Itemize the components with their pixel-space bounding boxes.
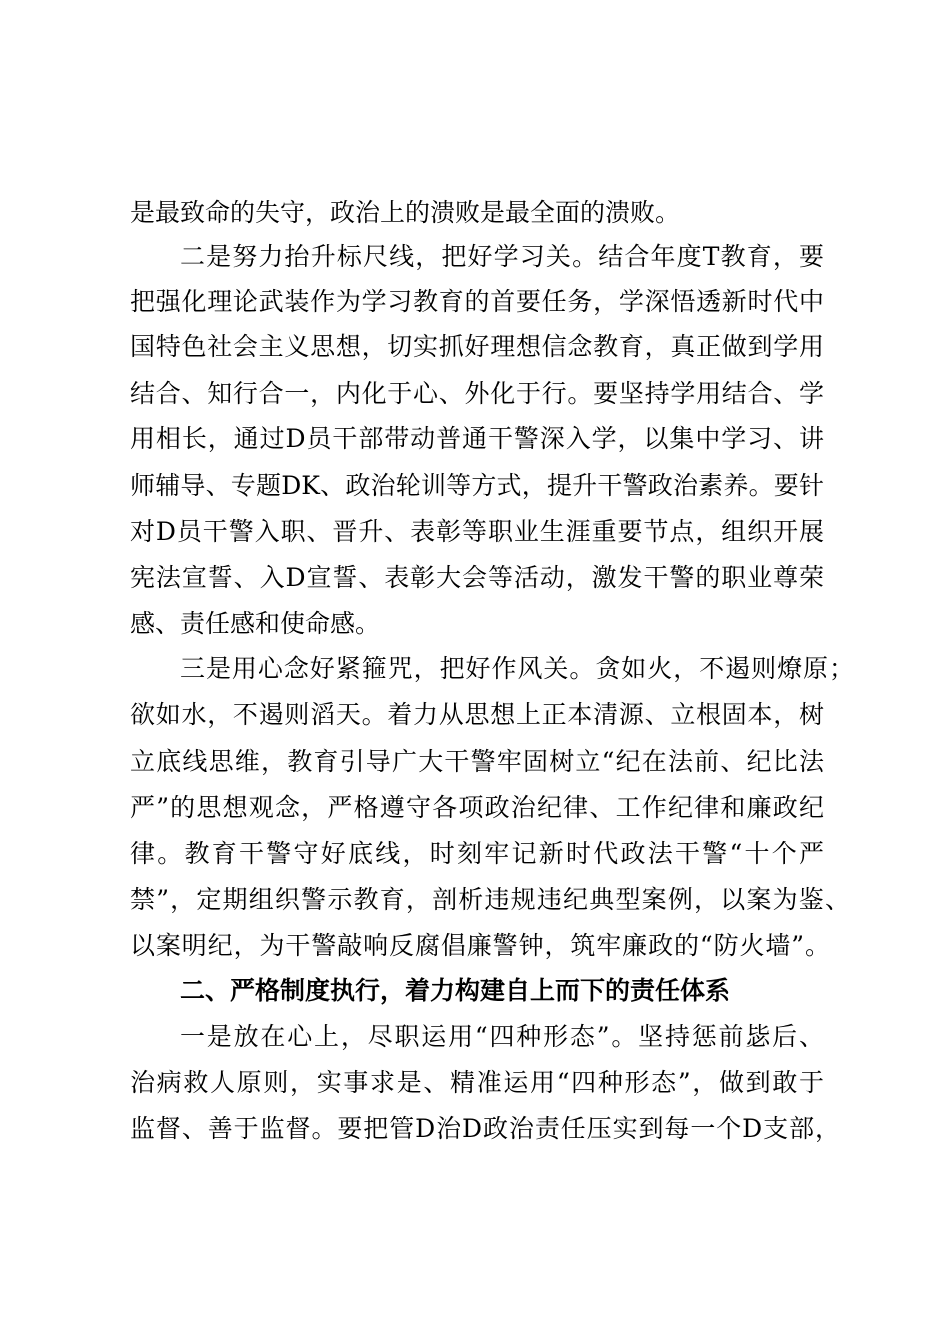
paragraph-first-line: 二是努力抬升标尺线，把好学习关。结合年度T教育，要 bbox=[180, 242, 824, 271]
text-line: 禁”，定期组织警示教育，剖析违规违纪典型案例，以案为鉴、 bbox=[130, 885, 850, 914]
text-line: 欲如水，不遏则滔天。着力从思想上正本清源、立根固本，树 bbox=[130, 700, 824, 729]
text-line: 立底线思维，教育引导广大干警牢固树立“纪在法前、纪比法 bbox=[130, 747, 824, 776]
text-line: 严”的思想观念，严格遵守各项政治纪律、工作纪律和廉政纪 bbox=[130, 793, 824, 822]
text-line: 结合、知行合一，内化于心、外化于行。要坚持学用结合、学 bbox=[130, 379, 824, 408]
text-line: 把强化理论武装作为学习教育的首要任务，学深悟透新时代中 bbox=[130, 287, 824, 316]
section-heading: 二、严格制度执行，着力构建自上而下的责任体系 bbox=[180, 976, 731, 1005]
text-line: 以案明纪，为干警敲响反腐倡廉警钟，筑牢廉政的“防火墙”。 bbox=[130, 931, 830, 960]
text-line: 律。教育干警守好底线，时刻牢记新时代政法干警“十个严 bbox=[130, 839, 824, 868]
text-line: 监督、善于监督。要把管D治D政治责任压实到每一个D支部， bbox=[130, 1114, 840, 1143]
text-line: 对D员干警入职、晋升、表彰等职业生涯重要节点，组织开展 bbox=[130, 517, 824, 546]
text-line: 治病救人原则，实事求是、精准运用“四种形态”，做到敢于 bbox=[130, 1068, 824, 1097]
text-line: 用相长，通过D员干部带动普通干警深入学，以集中学习、讲 bbox=[130, 424, 824, 453]
paragraph-first-line: 三是用心念好紧箍咒，把好作风关。贪如火，不遏则燎原； bbox=[180, 654, 854, 683]
text-line: 感、责任感和使命感。 bbox=[130, 609, 381, 638]
text-line: 宪法宣誓、入D宣誓、表彰大会等活动，激发干警的职业尊荣 bbox=[130, 563, 824, 592]
paragraph-first-line: 一是放在心上，尽职运用“四种形态”。坚持惩前毖后、 bbox=[180, 1022, 824, 1051]
text-line: 是最致命的失守，政治上的溃败是最全面的溃败。 bbox=[130, 198, 681, 227]
text-line: 国特色社会主义思想，切实抓好理想信念教育，真正做到学用 bbox=[130, 332, 824, 361]
text-line: 师辅导、专题DK、政治轮训等方式，提升干警政治素养。要针 bbox=[130, 471, 824, 500]
